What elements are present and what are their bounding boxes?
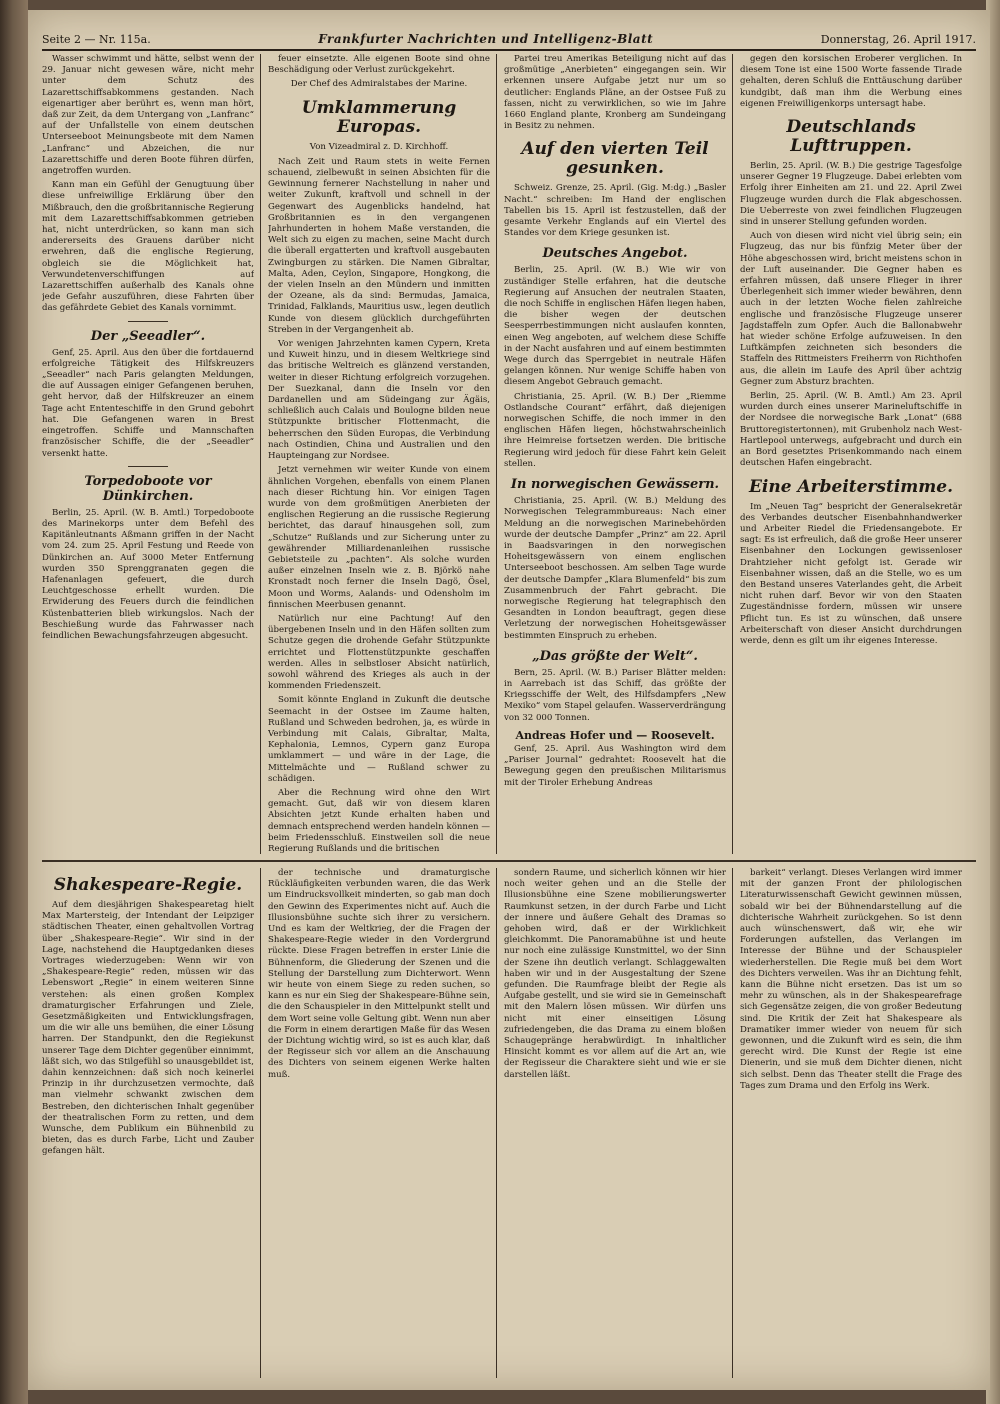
paragraph: Vor wenigen Jahrzehnten kamen Cypern, Kreta und Kuweit hinzu, und in diesem Weltkriege sind das britische Weltreich es glänzend verstanden, weiter in dieser Richtung erfolgreich vorzugehen. Der Suezkanal, dann die Inseln vor den Dardanellen und am Südeingang zur Ägäis, schließlich auch Calais und Boulogne bilden neue Stützpunkte britischer Flottenmacht, die beherrschen den Süden Europas, die Verbindung nach Ostindien, China und Australien und den Haupteingang zur Nordsee. (268, 339, 490, 462)
paragraph: Wasser schwimmt und hätte, selbst wenn der 29. Januar nicht gewesen wäre, nicht mehr unter dem Schutz des Lazarettschiffsabkommens gestanden. Nach eigenartiger aber berührt es, wenn man hört, daß zur Zeit, da dem Untergang von „Lanfranc“ auf der Unfallstelle von einem deutschen Unterseeboot Meinungsbeote mit dem Namen „Lanfranc“ und Abzeichen, die nur Lazarettschiffe und deren Boote führen dürfen, angetroffen wurden. (42, 54, 254, 177)
headline-torpedoboote: Torpedoboote vor Dünkirchen. (84, 473, 212, 504)
feuilleton-rule (42, 860, 976, 862)
divider (128, 321, 168, 322)
headline-norwegische-gewaesser: In norwegischen Gewässern. (510, 477, 720, 493)
paragraph: Nach Zeit und Raum stets in weite Fernen schauend, zielbewußt in seinen Absichten für die Gewinnung fernerer Nachstellung in naher und weiter Zukunft, kraftvoll und schnell in der Gegenwart des Augenblicks handelnd, hat Großbritannien es in den vergangenen Jahrhunderten in hohem Maße verstanden, die Welt sich zu eigen zu machen, seine Macht durch die überall ergatterten und kraftvoll ausgebauten Zwingburgen zu stärken. Die Namen Gibraltar, Malta, Aden, Ceylon, Singapore, Hongkong, die der vielen Inseln an den Mündern und inmitten der Ozeane, als da sind: Bermudas, Jamaica, Trinidad, Falklands, Mauritius usw., legen deutlich Kunde von diesem glücklich durchgeführten Streben in der Vergangenheit ab. (268, 156, 490, 335)
divider (128, 466, 168, 467)
column-1 (42, 54, 254, 854)
byline: Von Vizeadmiral z. D. Kirchhoff. (309, 141, 449, 152)
column-2 (268, 54, 490, 854)
paragraph: Berlin, 25. April. (W. B.) Wie wir von zuständiger Stelle erfahren, hat die deutsche Regierung auf Ansuchen der neutralen Staaten, die noch Schiffe in englischen Häfen liegen haben, die bisher wegen der deutschen Seesperrbestimmungen nicht auslaufen konnten, einen Weg angeboten, auf welchem diese Schiffe in der Nacht ausfahren und auf einem bestimmten Wege durch das Sperrgebiet in neutrale Häfen gelangen können. Nur wenige Schiffe haben von diesem Angebot Gebrauch gemacht. (504, 265, 726, 388)
headline-shakespeare-regie: Shakespeare-Regie. (53, 875, 243, 895)
feuilleton-column-3 (504, 868, 726, 1378)
paragraph: Auch von diesen wird nicht viel übrig sein; ein Flugzeug, das nur bis fünfzig Meter über der Höhe abgeschossen wird, bricht meistens schon in der Luft auseinander. Die Gegner haben es erfahren müssen, daß unsere Flieger in ihrer Überlegenheit sich immer wieder bewähren, denn auch in der letzten Woche fielen zahlreiche englische und französische Flugzeuge unserer Jagdstaffeln zum Opfer. Auch die Ballonabwehr hat wieder schöne Erfolge aufzuweisen. In den Luftkämpfen zeichneten sich besonders die Staffeln des Rittmeisters Freiherrn von Richthofen aus, die allein im Laufe des April über achtzig Gegner zum Absturz brachten. (740, 231, 962, 387)
paragraph: Berlin, 25. April. (W. B.) Die gestrige Tagesfolge unserer Gegner 19 Flugzeuge. Dabei erlebten vom Erfolg ihrer Einheiten am 21. und 22. April Zwei Flugzeuge wurden durch die Flak abgeschossen. Die Ueberreste von zwei feindlichen Flugzeugen sind in unserer Stellung gefunden worden. (740, 161, 962, 228)
paragraph: Berlin, 25. April. (W. B. Amtl.) Am 23. April wurden durch eines unserer Marineluftschiffe in der Nordsee die norwegische Bark „Lonat“ (688 Bruttoregistertonnen), mit Grubenholz nach West-Hartlepool unterwegs, aufgebracht und durch ein an Bord gesetztes Prisenkommando nach einem deutschen Hafen eingebracht. (740, 391, 962, 469)
headline-hofer-roosevelt: Andreas Hofer und — Roosevelt. (515, 728, 715, 742)
column-rule (260, 868, 261, 1378)
headline-seeadler: Der „Seeadler“. (90, 328, 206, 344)
paragraph: Genf, 25. April. Aus Washington wird dem „Pariser Journal“ gedrahtet: Roosevelt hat die Bewegung gegen den preußischen Militarismus mit der Tiroler Erhebung Andreas (504, 743, 726, 788)
paragraph: Aber die Rechnung wird ohne den Wirt gemacht. Gut, daß wir von diesem klaren Absichten jetzt Kunde erhalten haben und demnach entsprechend werden handeln können — beim Friedensschluß. Einstweilen soll die neue Regierung Rußlands und die britischen (268, 787, 490, 854)
feuilleton-column-1 (42, 868, 254, 1378)
paragraph: sondern Raume, und sicherlich können wir hier noch weiter gehen und an die Stelle der Illusionsbühne eine Szene mobilierungswerter Raumkunst setzen, in der durch Farbe und Licht der innere und äußere Gehalt des Dramas so gehoben wird, daß er der Wirklichkeit gleichkommt. Die Panoramabühne ist und heute nur noch eine zulässige Kunstmittel, wo der Sinn der Szene ihn deutlich verlangt. Schlaggewalten haben wir und in der Ausgestaltung der Szene gefunden. Die Raumfrage bleibt der Regie als Aufgabe gestellt, und sie wird sie in Gemeinschaft mit den Malern lösen müssen. Wir dürfen uns nicht mit einer einseitigen Lösung zufriedengeben, die das Drama zu einem bloßen Schaugepränge herabwürdigt. In inhaltlicher Hinsicht kommt es vor allem auf die Art an, wie der Regisseur die Charaktere sieht und wie er sie darstellen läßt. (504, 868, 726, 1080)
column-rule (260, 54, 261, 854)
headline-deutsches-angebot: Deutsches Angebot. (542, 246, 688, 262)
feuilleton-column-2 (268, 868, 490, 1378)
paragraph: Im „Neuen Tag“ bespricht der Generalsekretär des Verbandes deutscher Eisenbahnhandwerker und Arbeiter Riedel die Friedensangebote. Er sagt: Es ist erfreulich, daß die große Heer unserer Eisenbahner den Lockungen gewissenloser Drahtzieher nicht gefolgt ist. Gerade wir Eisenbahner wissen, daß an die Stelle, wo es um den Bestand unseres Vaterlandes geht, die Arbeit nicht ruhen darf. Bevor wir von den Staaten Zugeständnisse fordern, müssen wir unsere Pflicht tun. Es ist zu wünschen, daß unsere Arbeiterschaft von dieser Ansicht durchdrungen werde, denn es gilt um ihr eigenes Interesse. (740, 501, 962, 646)
issue-date: Donnerstag, 26. April 1917. (820, 33, 976, 46)
paragraph: Auf dem diesjährigen Shakespearetag hielt Max Martersteig, der Intendant der Leipziger städtischen Theater, einen gehaltvollen Vortrag über „Shakespeare-Regie“. Wir sind in der Lage, nachstehend die Hauptgedanken dieses Vortrages wiederzugeben: Wenn wir von „Shakespeare-Regie“ reden, müssen wir das Lebenswort „Regie“ in einem weiteren Sinne verstehen: als einen großen Komplex dramaturgischer Erfahrungen und Ziele, Gesetzmäßigkeiten und Entwicklungsfragen, um die wir alle uns bemühen, die einer Lösung harren. Der Standpunkt, den die Regiekunst unserer Tage dem Dichter gegenüber einnimmt, läßt sich, wo das Stilgefühl so unausgebildet ist, dahin kennzeichnen: daß sich noch keinerlei Prinzip in ihr durchzusetzen vermochte, daß man vielmehr schwankt zwischen dem Bestreben, den dichterischen Inhalt gegenüber der theatralischen Form zu retten, und dem Wunsche, dem Publikum ein Bühnenbild zu bieten, das es durch Farbe, Licht und Zauber gefangen hält. (42, 900, 254, 1157)
column-rule (496, 54, 497, 854)
paragraph: Berlin, 25. April. (W. B. Amtl.) Torpedoboote des Marinekorps unter dem Befehl des Kapitänleutnants Aßmann griffen in der Nacht vom 24. zum 25. April Festung und Reede von Dünkirchen an. Auf 3000 Meter Entfernung wurden 350 Sprenggranaten gegen die Hafenanlagen gefeuert, die durch Leuchtgeschosse erhellt wurden. Die Erwiderung des Feuers durch die feindlichen Küstenbatterien blieb wirkungslos. Nach der Beschießung wurde das Fahrwasser nach feindlichen Bewachungsfahrzeugen abgesucht. (42, 507, 254, 641)
headline-vierten-teil: Auf den vierten Teil gesunken. (521, 139, 709, 179)
feuilleton-column-4 (740, 868, 962, 1378)
column-3 (504, 54, 726, 854)
headline-umklammerung: Umklammerung Europas. (301, 97, 457, 137)
paragraph: barkeit“ verlangt. Dieses Verlangen wird immer mit der ganzen Front der philologischen Literaturwissenschaft Gewicht gewinnen müssen, sobald wir bei der Bühnendarstellung auf die dichterische Wahrheit zurückgehen. So ist denn auch wünschenswert, daß wir, ehe wir Forderungen aufstellen, das Verlangen im Interesse der Bühne und der Schauspieler wiederherstellen. Die Regie muß bei dem Wort des Dichters verweilen. Was ihr an Dichtung fehlt, kann die Bühne nicht ersetzen. Das ist um so mehr zu wünschen, als in der Shakespearefrage sich Gegensätze zeigen, die von großer Bedeutung sind. Die Kritik der Zeit hat Shakespeare als Dramatiker immer wieder von neuem für sich gewonnen, und die Zukunft wird es sein, die ihm gerecht wird. Die Kunst der Regie ist eine Dienerin, und sie muß dem Dichter dienen, nicht sich selbst. Denn das Theater stellt die Frage des Tages zum Drama und den Erfolg ins Werk. (740, 868, 962, 1091)
book-binding (0, 0, 28, 1404)
paragraph: Christiania, 25. April. (W. B.) Meldung des Norwegischen Telegrammbureaus: Nach einer Meldung an die norwegischen Marinebehörden wurde der deutsche Dampfer „Prinz“ am 22. April in Baadsvaringen in den norwegischen Hoheitsgewässern von einem englischen Unterseeboot beschossen. Am selben Tage wurde der deutsche Dampfer „Klara Blumenfeld“ bis zum Zusammenbruch der Fahrt gebracht. Die norwegische Regierung hat telegraphisch den Gesandten in London beauftragt, gegen diese Verletzung der norwegischen Hoheitsgewässer bestimmten Einspruch zu erheben. (504, 496, 726, 641)
page-number: Seite 2 — Nr. 115a. (42, 33, 151, 46)
paragraph: Partei treu Amerikas Beteiligung nicht auf das großmütige „Anerbieten“ eingegangen sein. Wir erkennen unsere Aufgabe jetzt nur um so deutlicher: Englands Pläne, an der Ostsee Fuß zu fassen, nicht zu verwirklichen, so wie im Jahre 1660 England plante, Kronberg am Sundeingang in Besitz zu nehmen. (504, 54, 726, 132)
paragraph: Kann man ein Gefühl der Genugtuung über diese unfreiwillige Erklärung über den Mißbrauch, den die großbritannische Regierung mit dem Lazarettschiffsabkommen getrieben hat, nicht unterdrücken, so kann man sich andererseits des Grauens darüber nicht erwehren, daß die englische Regierung, obgleich sie die Möglichkeit hat, Verwundetenverschiffungen auf Lazarettschiffen außerhalb des Kanals ohne jede Gefahr auszuführen, diese Fahrten über das gefährdete Gebiet des Kanals vornimmt. (42, 180, 254, 314)
paragraph: Genf, 25. April. Aus den über die fortdauernd erfolgreiche Tätigkeit des Hilfskreuzers „Seeadler“ nach Paris gelangten Meldungen, die auf Aussagen einiger Gefangenen beruhen, geht hervor, daß der Hilfskreuzer an einem Tage acht Ententeschiffe in den Grund gebohrt hat. Die Gefangenen waren in Brest eingetroffen. Schiffe und Mannschaften französischer Schiffe, die der „Seeadler“ versenkt hatte. (42, 347, 254, 459)
column-rule (732, 868, 733, 1378)
paragraph: der technische und dramaturgische Rückläufigkeiten verbunden waren, die das Werk um Eindrucksvollkeit minderten, so gab man doch den Gewinn des Experimentes nicht auf. Auch die Illusionsbühne suchte sich ihrer zu versichern. Und es kam der Weltkrieg, der die Fragen der Shakespeare-Regie wieder in den Vordergrund rückte. Diese Fragen betreffen in erster Linie die Bühnenform, die Gliederung der Szenen und die Stellung der Darstellung zum Dichterwort. Wenn wir heute von einem Siege zu reden suchen, so kann es nur ein Sieg der Shakespeare-Bühne sein, die den Schauspieler in den Mittelpunkt stellt und dem Wort seine volle Geltung gibt. Wenn nun aber die Form in einem derartigen Maße für das Wesen der Dichtung wichtig wird, so ist es auch klar, daß der Regisseur sich vor allem an die Anschauung des Dichters von seinem eigenen Werke halten muß. (268, 868, 490, 1080)
paragraph: Bern, 25. April. (W. B.) Pariser Blätter melden: in Aarrebach ist das Schiff, das größte der Kriegsschiffe der Welt, des Hilfsdampfers „New Mexiko“ vom Stapel gelaufen. Wasserverdrängung von 32 000 Tonnen. (504, 667, 726, 723)
column-rule (732, 54, 733, 854)
signature: Der Chef des Admiralstabes der Marine. (290, 79, 468, 90)
paragraph: Somit könnte England in Zukunft die deutsche Seemacht in der Ostsee im Zaume halten, Rußland und Schweden bedrohen, ja, es würde in Verbindung mit Calais, Gibraltar, Malta, Kephalonia, Lemnos, Cypern ganz Europa umklammert — und wäre in der Lage, die Mittelmächte und — Rußland schwer zu schädigen. (268, 695, 490, 784)
newspaper-page (28, 10, 990, 1390)
headline-lufttruppen: Deutschlands Lufttruppen. (786, 117, 916, 157)
masthead: Frankfurter Nachrichten und Intelligenz-Blatt (318, 32, 654, 46)
headline-groesste-der-welt: „Das größte der Welt“. (532, 648, 698, 664)
column-4 (740, 54, 962, 854)
paragraph: Schweiz. Grenze, 25. April. (Gig. M:dg.) „Basler Nacht.“ schreiben: Im Hand der englischen Tabellen bis 15. April ist festzustellen, daß der gesamte Verkehr Englands auf ein Viertel des Standes vor dem Kriege gesunken ist. (504, 183, 726, 239)
paragraph: gegen den korsischen Eroberer verglichen. In diesem Tone ist eine 1500 Worte fassende Tirade gehalten, deren Schluß die Enttäuschung darüber kundgibt, daß man ihm die Werbung eines eigenen Freiwilligenkorps untersagt habe. (740, 54, 962, 109)
paragraph: Natürlich nur eine Pachtung! Auf den übergebenen Inseln und in den Häfen sollten zum Schutze gegen die drohende Gefahr Stützpunkte errichtet und Flottenstützpunkte geschaffen werden. Alles in selbstloser Absicht natürlich, sowohl während des Krieges als auch in der kommenden Friedenszeit. (268, 613, 490, 692)
page-header (42, 24, 976, 51)
headline-arbeiterstimme: Eine Arbeiterstimme. (748, 476, 954, 497)
paragraph: Jetzt vernehmen wir weiter Kunde von einem ähnlichen Vorgehen, ebenfalls von einem Planen nach dieser Richtung hin. Vor einigen Tagen wurde von dem großmütigen Anerbieten der englischen Regierung an die russische Regierung berichtet, das darauf hinausgehen soll, zum „Schutze“ Rußlands und zur Sicherung unter zu gewährender Milliardenanleihen russische Gebietsteile zu „pachten“. Als solche wurden außer einzelnen Inseln wie z. B. Björkö nahe Kronstadt noch ferner die Inseln Dagö, Ösel, Moon und Worms, Aalands- und Odensholm im finnischen Meerbusen genannt. (268, 465, 490, 610)
column-rule (496, 868, 497, 1378)
paragraph: Christiania, 25. April. (W. B.) Der „Riemme Ostlandsche Courant“ erfährt, daß diejenigen norwegischen Schiffe, die noch immer in den englischen Häfen liegen, höchstwahrscheinlich ihre Heimreise fortsetzen werden. Die britische Regierung wird jedoch für diese Fahrt kein Geleit stellen. (504, 391, 726, 469)
paragraph: feuer einsetzte. Alle eigenen Boote sind ohne Beschädigung oder Verlust zurückgekehrt. (268, 54, 490, 76)
